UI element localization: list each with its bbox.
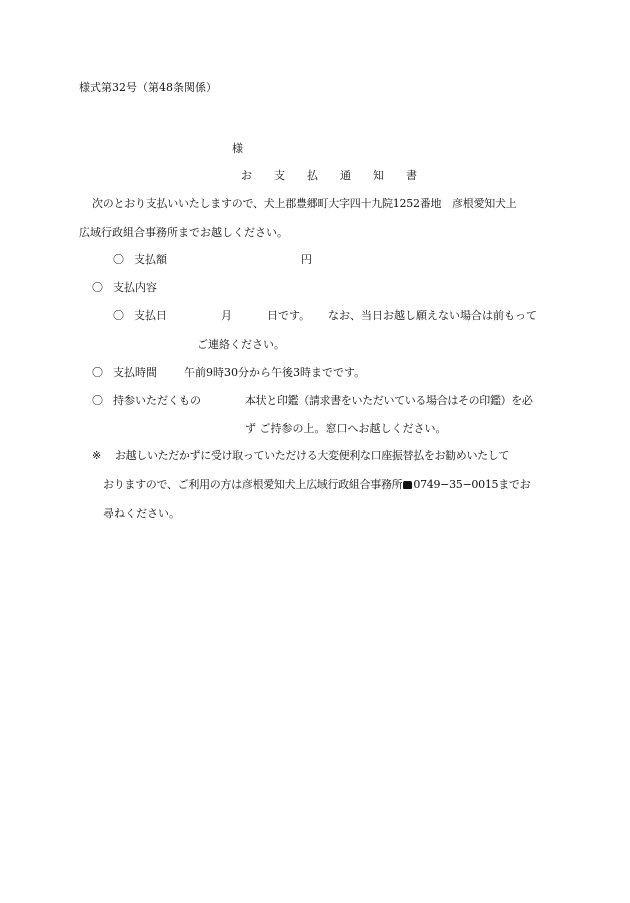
bullet: 〇 (92, 366, 103, 379)
remark-line-2 (103, 478, 530, 492)
date-month: 月 (221, 309, 232, 322)
title-char: 支 (274, 169, 285, 182)
bullet: 〇 (92, 394, 103, 407)
remark-line-1: お越しいただかずに受け取っていただける大変便利な口座振替払をお勧めいたして (115, 449, 510, 462)
remark-line-3: 尋ねください。 (103, 507, 180, 520)
addressee-suffix: 様 (232, 142, 243, 155)
date-day: 日です。 (267, 309, 311, 322)
items-text-1: 本状と印鑑（請求書をいただいている場合はその印鑑）を必 (245, 394, 533, 407)
title-char: 書 (406, 169, 417, 182)
telephone-icon (403, 481, 412, 489)
date-row (113, 309, 167, 323)
remark-mark: ※ (92, 449, 102, 462)
title-char: 知 (373, 169, 384, 182)
contents-row (92, 281, 157, 295)
amount-label: 支払額 (134, 253, 167, 266)
items-label: 持参いただくもの (113, 394, 201, 407)
intro-line-2: 広域行政組合事務所までお越しください。 (79, 226, 288, 239)
title-char: お (241, 169, 252, 182)
amount-row (113, 253, 167, 267)
time-label: 支払時間 (113, 366, 157, 379)
date-note: なお、当日お越し願えない場合は前もって (328, 309, 537, 322)
bullet: 〇 (113, 253, 124, 266)
time-value: 午前9時30分から午後3時までです。 (184, 366, 366, 379)
title-char: 通 (340, 169, 351, 182)
remark-line-2-text: おりますので、ご利用の方は彦根愛知犬上広域行政組合事務所 (103, 478, 403, 491)
items-row (92, 394, 201, 408)
bullet: 〇 (113, 309, 124, 322)
intro-line-1: 次のとおり支払いいたしますので、犬上郡豊郷町大字四十九院1252番地 彦根愛知犬上 (92, 197, 517, 210)
remark-phone-number: 0749−35−0015までお (413, 478, 531, 491)
bullet: 〇 (92, 281, 103, 294)
title-char: 払 (307, 169, 318, 182)
date-label: 支払日 (134, 309, 167, 322)
amount-unit: 円 (301, 253, 312, 266)
date-note-2: ご連絡ください。 (197, 338, 285, 351)
document-title (241, 169, 417, 183)
contents-label: 支払内容 (113, 281, 157, 294)
time-row (92, 366, 157, 380)
items-text-2: ず ご持参の上。窓口へお越しください。 (245, 422, 447, 435)
form-number: 様式第32号（第48条関係） (79, 81, 217, 94)
